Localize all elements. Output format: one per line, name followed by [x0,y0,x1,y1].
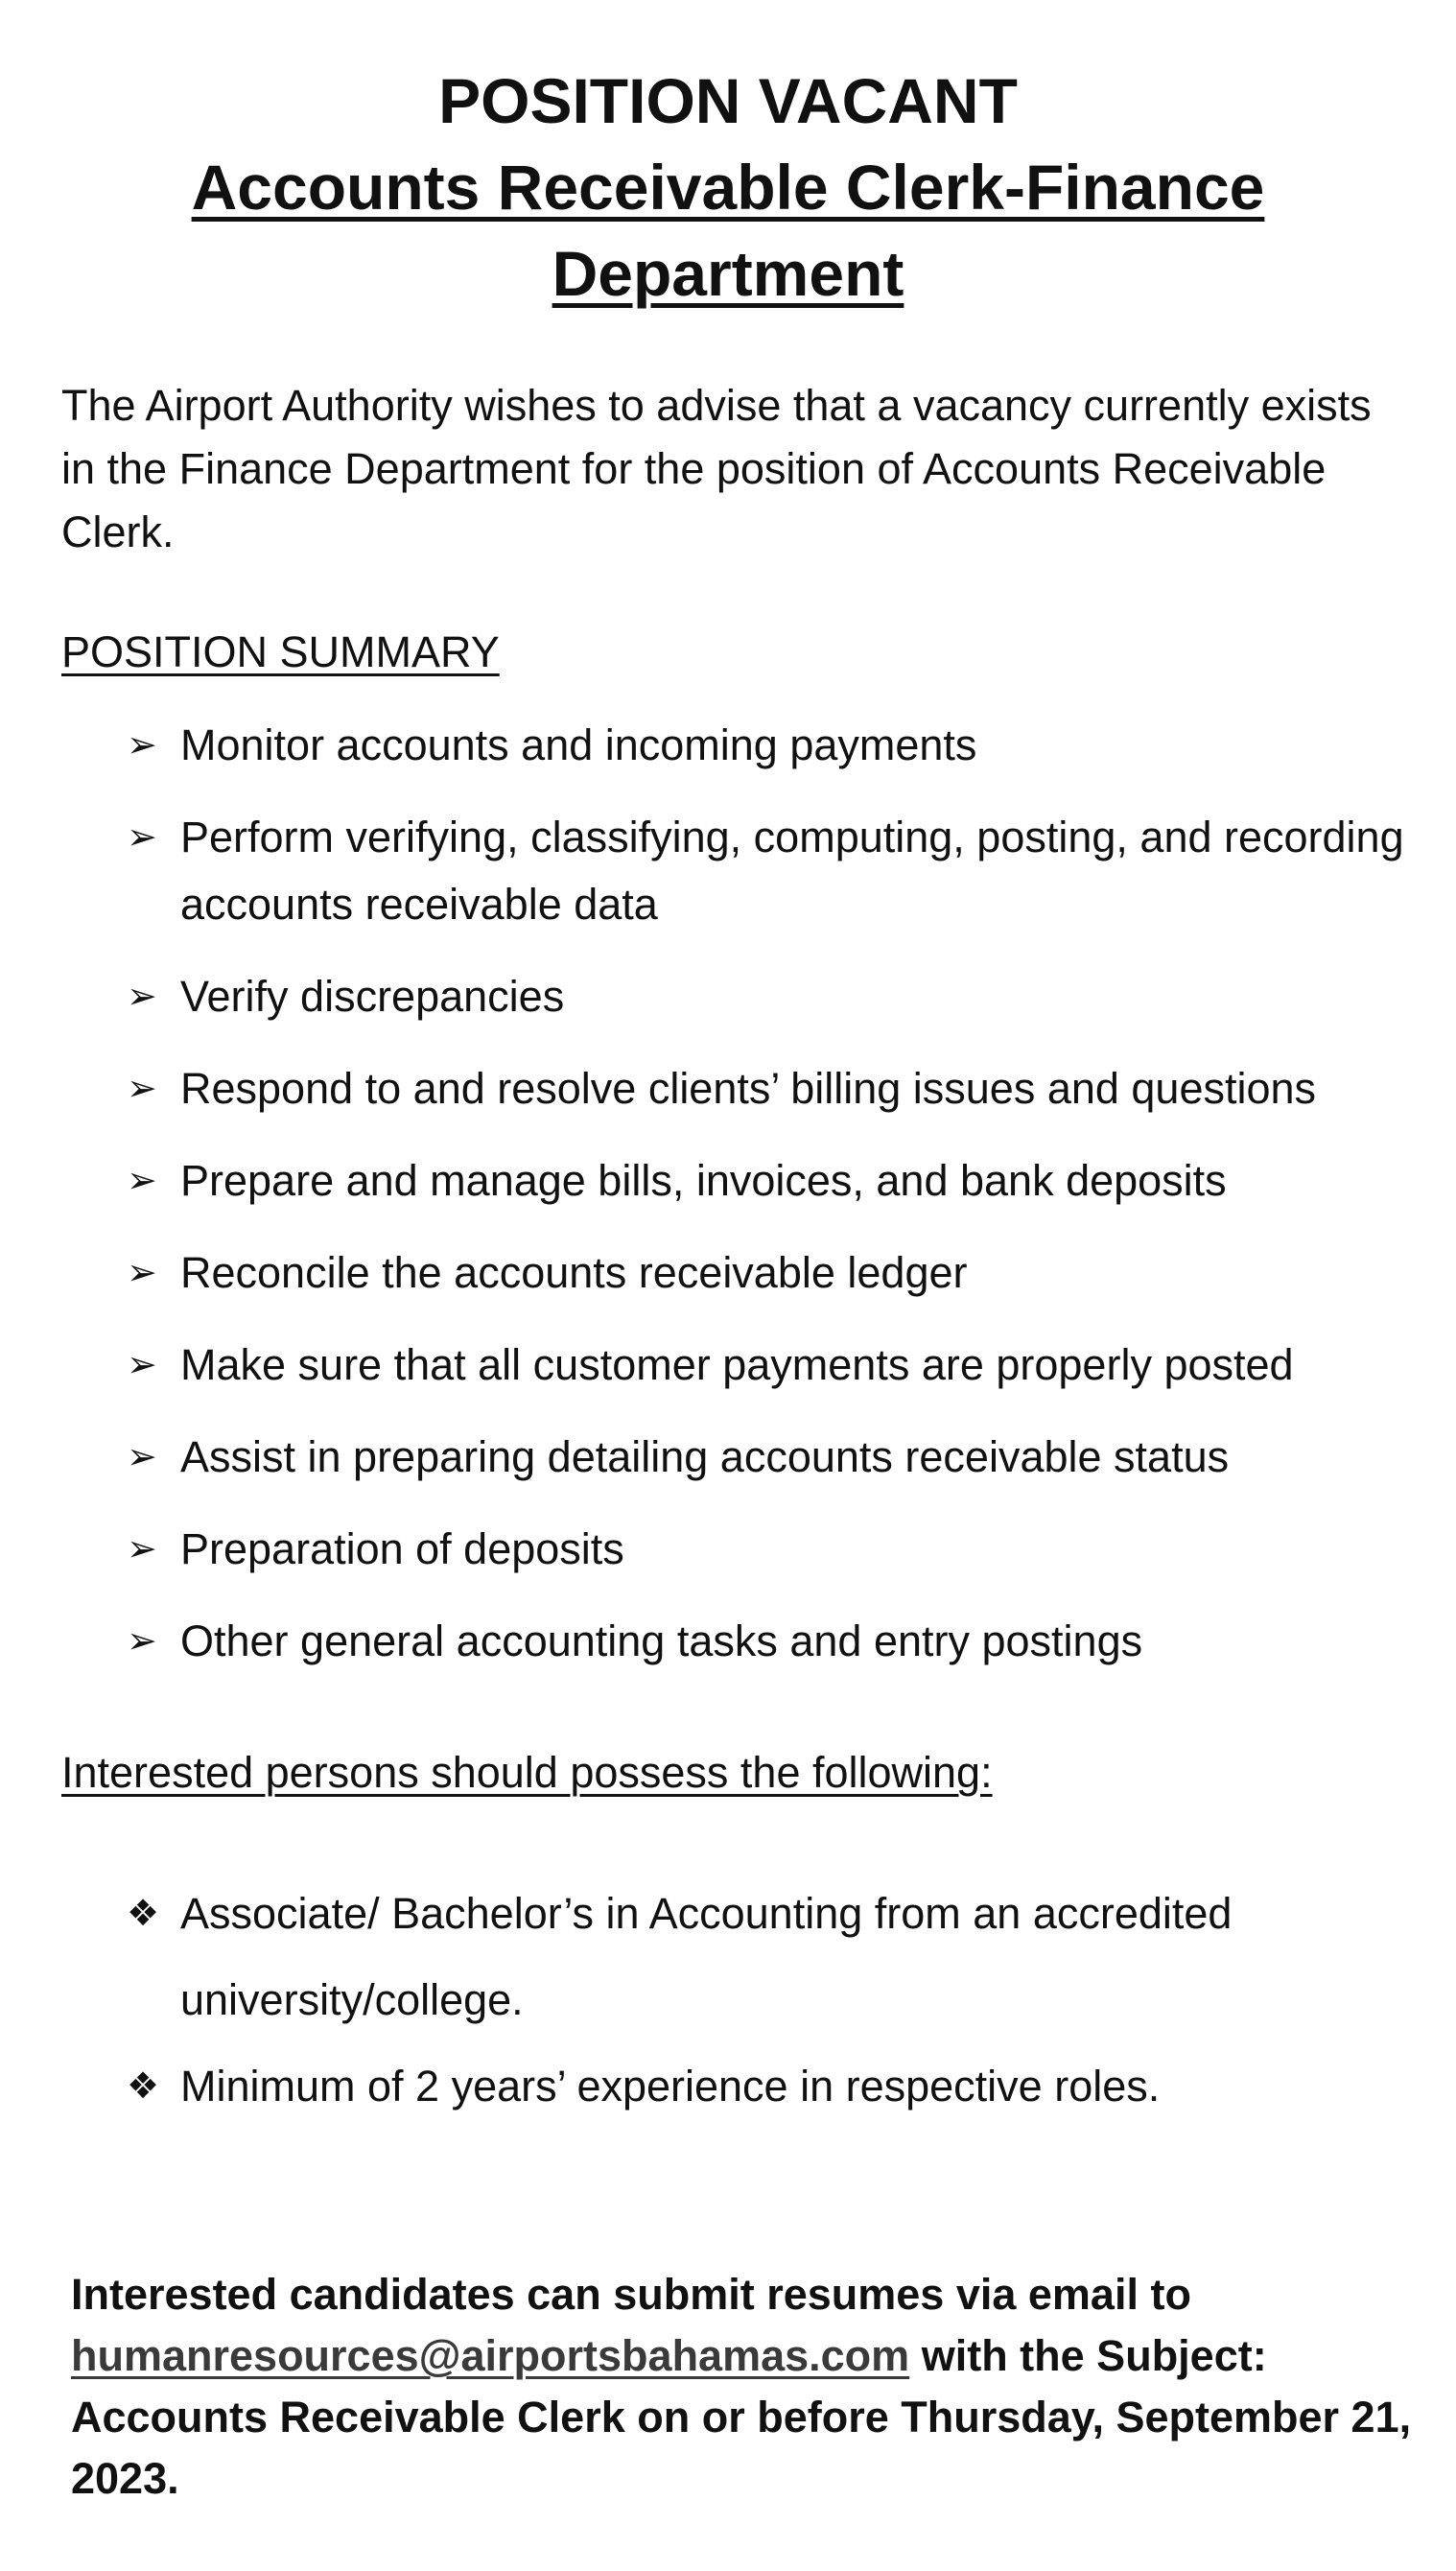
arrowhead-bullet-icon: ➢ [127,977,157,1017]
list-item [0,1332,1427,1399]
list-item [0,1608,1427,1675]
list-item-text: Monitor accounts and incoming payments [180,720,977,769]
arrowhead-bullet-icon: ➢ [127,1069,157,1109]
closing-tail-text: with the Subject: Accounts Receivable Clerk on or before Thursday, September 21, 2023. [71,2331,1412,2503]
title-job-name: Accounts Receivable Clerk-Finance [191,152,1265,223]
diamond-bullet-icon: ❖ [127,2066,160,2107]
list-item-text: Other general accounting tasks and entry postings [180,1616,1143,1665]
arrowhead-bullet-icon: ➢ [127,1253,157,1293]
arrowhead-bullet-icon: ➢ [127,1529,157,1569]
application-instructions [71,2264,1414,2510]
qualifications-list [0,1871,1456,2130]
email-link[interactable]: humanresources@airportsbahamas.com [71,2331,910,2380]
list-item-text: Preparation of deposits [180,1524,624,1573]
list-item [0,2043,1427,2130]
position-summary-list [0,712,1456,1700]
list-item [0,1055,1427,1122]
list-item [0,1424,1427,1491]
position-summary-heading: POSITION SUMMARY [61,627,500,676]
list-item-text: Verify discrepancies [180,972,565,1021]
qualifications-heading: Interested persons should possess the following: [61,1748,993,1797]
arrowhead-bullet-icon: ➢ [127,1345,157,1385]
list-item [0,804,1427,938]
list-item-text: Reconcile the accounts receivable ledger [180,1248,968,1297]
list-item-text: Associate/ Bachelor’s in Accounting from an accredited university/college. [180,1889,1233,2024]
list-item-text: Perform verifying, classifying, computing, posting, and recording accounts receivable data [180,813,1404,929]
list-item [0,1871,1427,2043]
arrowhead-bullet-icon: ➢ [127,1621,157,1662]
diamond-bullet-icon: ❖ [127,1894,160,1934]
list-item-text: Prepare and manage bills, invoices, and bank deposits [180,1156,1227,1205]
arrowhead-bullet-icon: ➢ [127,817,157,858]
list-item-text: Make sure that all customer payments are properly posted [180,1340,1294,1389]
intro-paragraph: The Airport Authority wishes to advise that a vacancy currently exists in the Finance Department for the position of Accounts Receivable Clerk. [61,381,1372,556]
title-department: Department [552,238,904,309]
page-title [0,58,1456,317]
list-item [0,1516,1427,1583]
arrowhead-bullet-icon: ➢ [127,1437,157,1477]
list-item [0,963,1427,1030]
title-position-vacant: POSITION VACANT [438,65,1018,136]
list-item [0,1239,1427,1307]
list-item-text: Minimum of 2 years’ experience in respective roles. [180,2062,1161,2111]
list-item-text: Respond to and resolve clients’ billing issues and questions [180,1064,1317,1113]
arrowhead-bullet-icon: ➢ [127,1161,157,1201]
list-item-text: Assist in preparing detailing accounts receivable status [180,1432,1230,1481]
list-item [0,712,1427,779]
arrowhead-bullet-icon: ➢ [127,725,157,766]
closing-lead-text: Interested candidates can submit resumes via email to [71,2270,1191,2319]
list-item [0,1147,1427,1215]
